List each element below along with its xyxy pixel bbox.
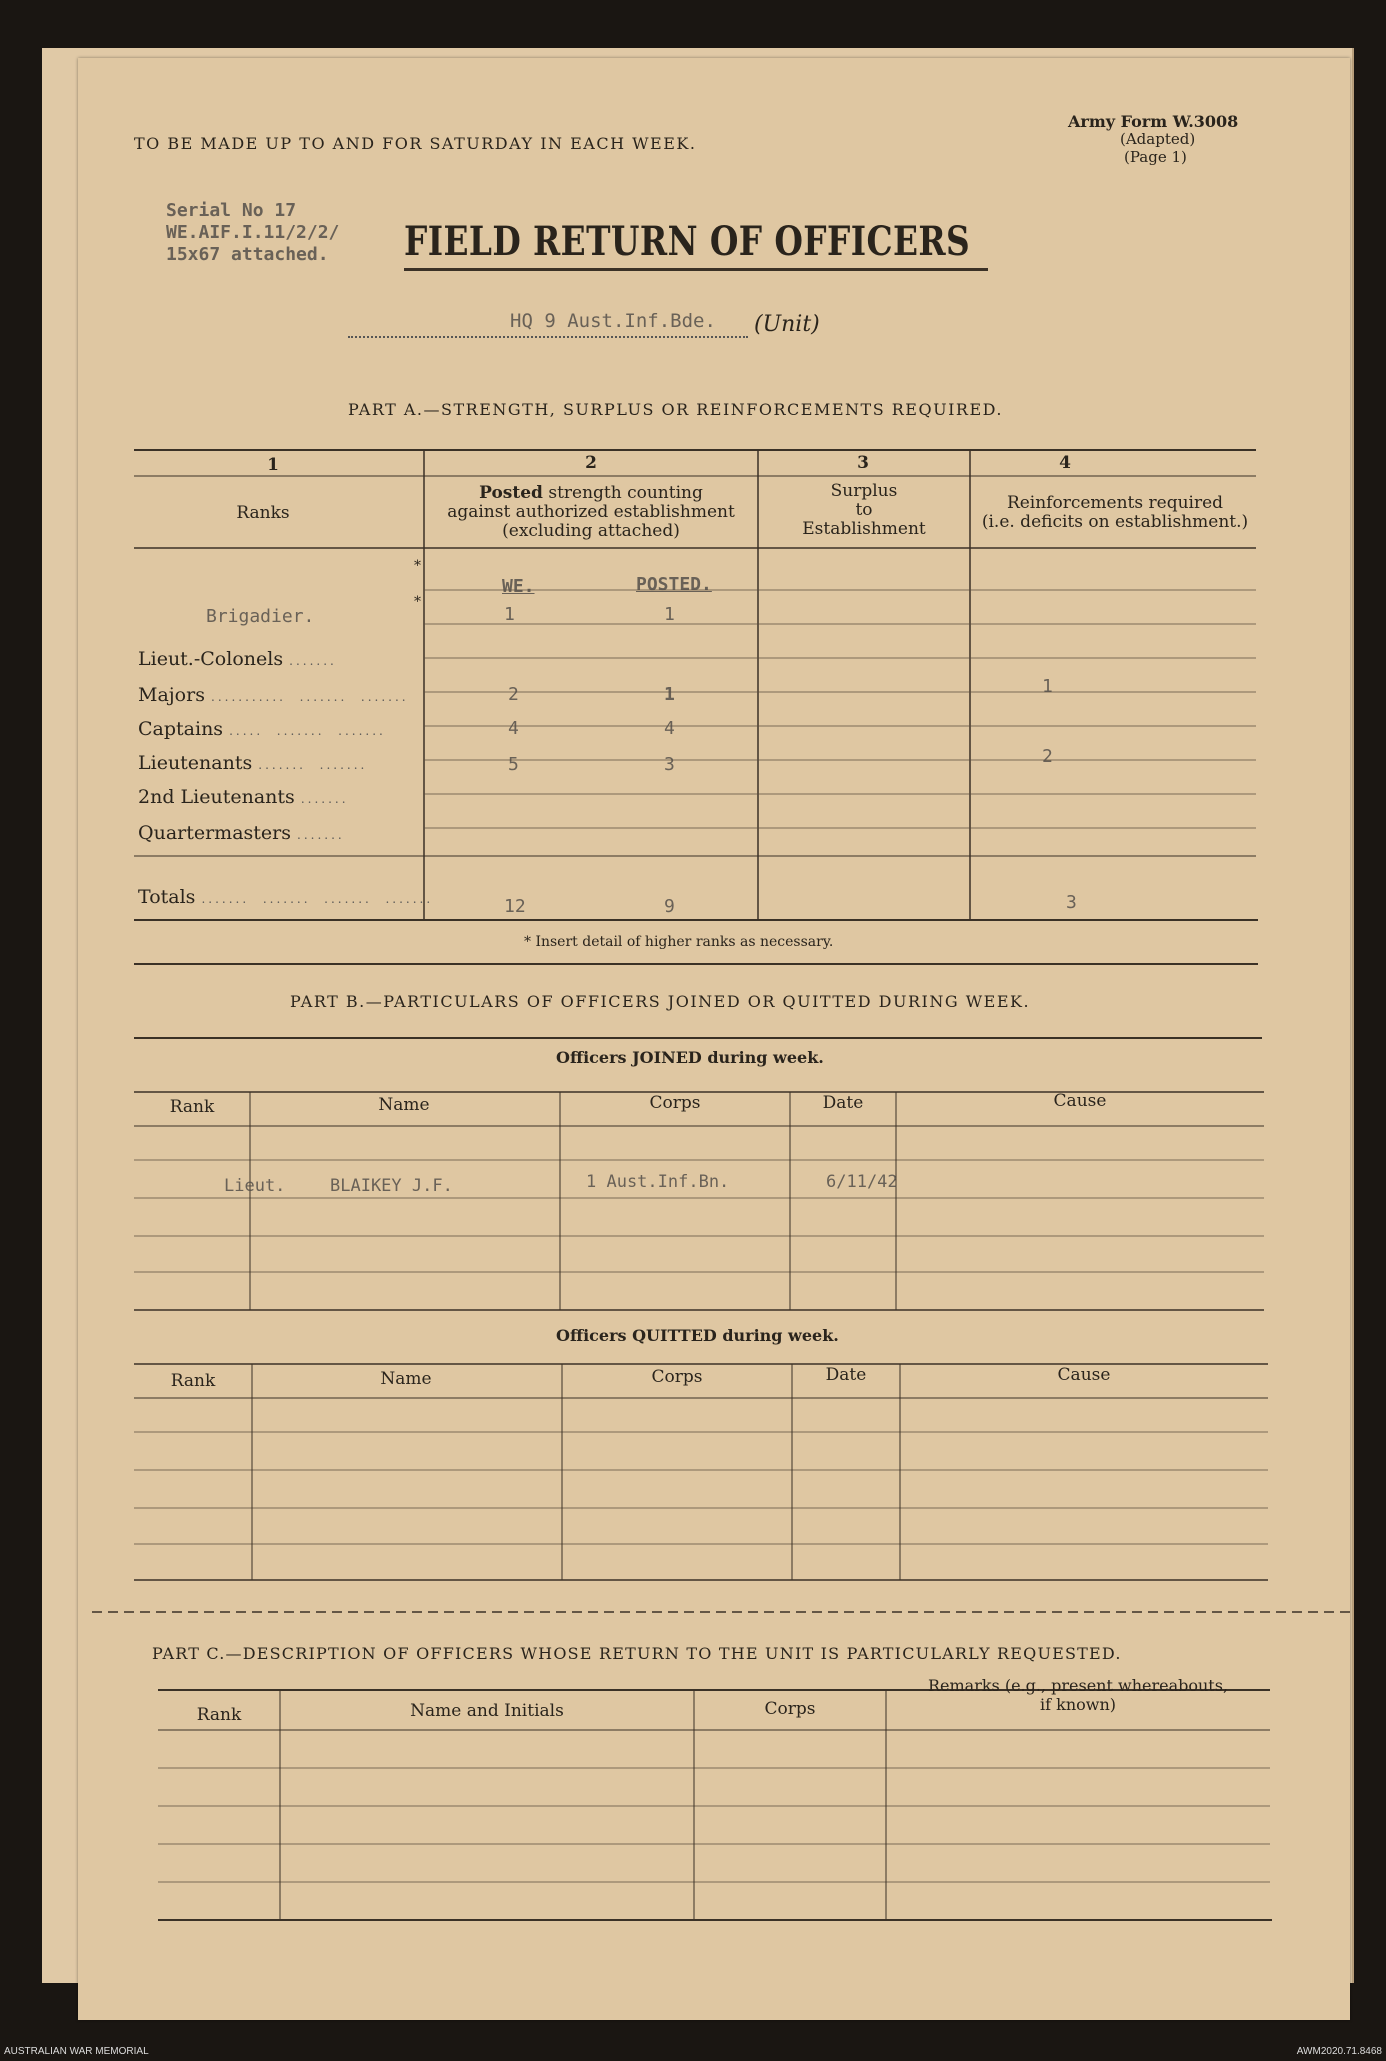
rank-label: Captains <box>138 718 224 740</box>
serial-line-2: WE.AIF.I.11/2/2/ <box>166 222 340 243</box>
totals-posted: 9 <box>664 896 675 917</box>
lieutenants-we: 5 <box>508 754 519 775</box>
rank-row-majors: Majors ........... ....... ....... <box>138 684 409 706</box>
footnote: * Insert detail of higher ranks as necessary. <box>524 934 834 950</box>
lieutenants-posted: 3 <box>664 754 675 775</box>
serial-line-3: 15x67 attached. <box>166 244 329 265</box>
col-surplus-line3: Establishment <box>802 519 926 539</box>
joined-rank-value: Lieut. <box>224 1176 286 1196</box>
typed-posted-label: POSTED. <box>636 574 712 595</box>
unit-value: HQ 9 Aust.Inf.Bde. <box>510 310 716 332</box>
part-c-heading: PART C.—DESCRIPTION OF OFFICERS WHOSE RETURN TO THE UNIT IS PARTICULARLY REQUESTED. <box>152 1644 1122 1663</box>
footer-left: AUSTRALIAN WAR MEMORIAL <box>4 2046 149 2057</box>
rank-row-2nd-lieutenants: 2nd Lieutenants ....... <box>138 786 349 808</box>
rank-label: Lieut.-Colonels <box>138 648 284 670</box>
quitted-col-corps: Corps <box>651 1367 703 1387</box>
form-rules <box>78 58 1350 2020</box>
joined-corps-value: 1 Aust.Inf.Bn. <box>586 1172 730 1192</box>
captains-posted: 4 <box>664 718 675 739</box>
quitted-col-cause: Cause <box>1057 1365 1111 1385</box>
col-posted-rest: strength counting <box>542 483 703 503</box>
joined-col-rank: Rank <box>169 1097 215 1117</box>
totals-we: 12 <box>504 896 526 917</box>
form-adapted: (Adapted) <box>1120 130 1196 148</box>
col-posted-line3: (excluding attached) <box>502 521 680 541</box>
instruction-text: TO BE MADE UP TO AND FOR SATURDAY IN EACH WEEK. <box>134 134 697 153</box>
joined-name-value: BLAIKEY J.F. <box>330 1176 453 1196</box>
col-surplus-line2: to <box>855 500 873 520</box>
col-posted-line2: against authorized establishment <box>447 502 735 522</box>
totals-reinf: 3 <box>1066 892 1077 913</box>
part-c-col-name: Name and Initials <box>410 1701 564 1721</box>
col-number-3: 3 <box>857 453 869 473</box>
col-posted-header <box>428 484 754 541</box>
col-ranks-header: Ranks <box>236 503 290 523</box>
remarks-line1: Remarks (e.g., present whereabouts, <box>927 1676 1229 1695</box>
majors-we: 2 <box>508 684 519 705</box>
typed-we-label: WE. <box>502 576 535 597</box>
part-b-heading: PART B.—PARTICULARS OF OFFICERS JOINED OR QUITTED DURING WEEK. <box>290 992 1031 1011</box>
col-number-1: 1 <box>267 455 279 475</box>
col-number-4: 4 <box>1059 453 1071 473</box>
col-reinf-header <box>974 494 1256 532</box>
lieutenants-reinf: 2 <box>1042 746 1053 767</box>
quitted-col-name: Name <box>380 1369 432 1389</box>
asterisk-2: * <box>414 594 421 610</box>
rank-label: Majors <box>138 684 205 706</box>
serial-line-1: Serial No 17 <box>166 200 297 221</box>
rank-row-captains: Captains ..... ....... ....... <box>138 718 386 740</box>
quitted-col-rank: Rank <box>170 1371 216 1391</box>
part-c-col-rank: Rank <box>196 1705 242 1725</box>
joined-col-date: Date <box>822 1093 864 1113</box>
joined-col-corps: Corps <box>649 1093 701 1113</box>
joined-col-name: Name <box>378 1095 430 1115</box>
rank-row-lieut-colonels: Lieut.-Colonels ....... <box>138 648 337 670</box>
captains-we: 4 <box>508 718 519 739</box>
joined-col-cause: Cause <box>1053 1091 1107 1111</box>
col-posted-bold: Posted <box>479 483 543 503</box>
col-reinf-line1: Reinforcements required <box>1006 493 1224 513</box>
col-number-2: 2 <box>585 453 597 473</box>
majors-posted: 1 <box>664 684 675 705</box>
majors-reinf: 1 <box>1042 676 1053 697</box>
rank-label: Quartermasters <box>138 822 291 844</box>
remarks-line2: if known) <box>1040 1695 1116 1714</box>
col-reinf-line2: (i.e. deficits on establishment.) <box>981 512 1249 532</box>
rank-row-brigadier: Brigadier. <box>206 606 315 627</box>
col-surplus-line1: Surplus <box>830 481 898 501</box>
asterisk-1: * <box>414 558 421 574</box>
unit-label: (Unit) <box>754 312 820 337</box>
brigadier-we: 1 <box>504 604 515 625</box>
form-number: Army Form W.3008 <box>1068 112 1239 131</box>
form-page: (Page 1) <box>1124 148 1187 166</box>
rank-label: Lieutenants <box>138 752 253 774</box>
joined-heading: Officers JOINED during week. <box>556 1048 824 1067</box>
rank-label: 2nd Lieutenants <box>138 786 295 808</box>
page-title: FIELD RETURN OF OFFICERS <box>404 218 971 265</box>
quitted-heading: Officers QUITTED during week. <box>556 1326 839 1345</box>
rank-row-quartermasters: Quartermasters ....... <box>138 822 345 844</box>
part-c-col-remarks <box>890 1676 1266 1714</box>
quitted-col-date: Date <box>825 1365 867 1385</box>
footer-right: AWM2020.71.8468 <box>1296 2046 1382 2057</box>
totals-label: Totals <box>138 886 196 908</box>
part-c-col-corps: Corps <box>764 1699 816 1719</box>
rank-row-lieutenants: Lieutenants ....... ....... <box>138 752 368 774</box>
col-surplus-header <box>762 482 966 539</box>
brigadier-posted: 1 <box>664 604 675 625</box>
part-a-heading: PART A.—STRENGTH, SURPLUS OR REINFORCEMENTS REQUIRED. <box>348 400 1003 419</box>
totals-row: Totals ....... ....... ....... ....... <box>138 886 434 908</box>
form-sheet <box>78 58 1350 2020</box>
joined-date-value: 6/11/42 <box>826 1172 898 1192</box>
